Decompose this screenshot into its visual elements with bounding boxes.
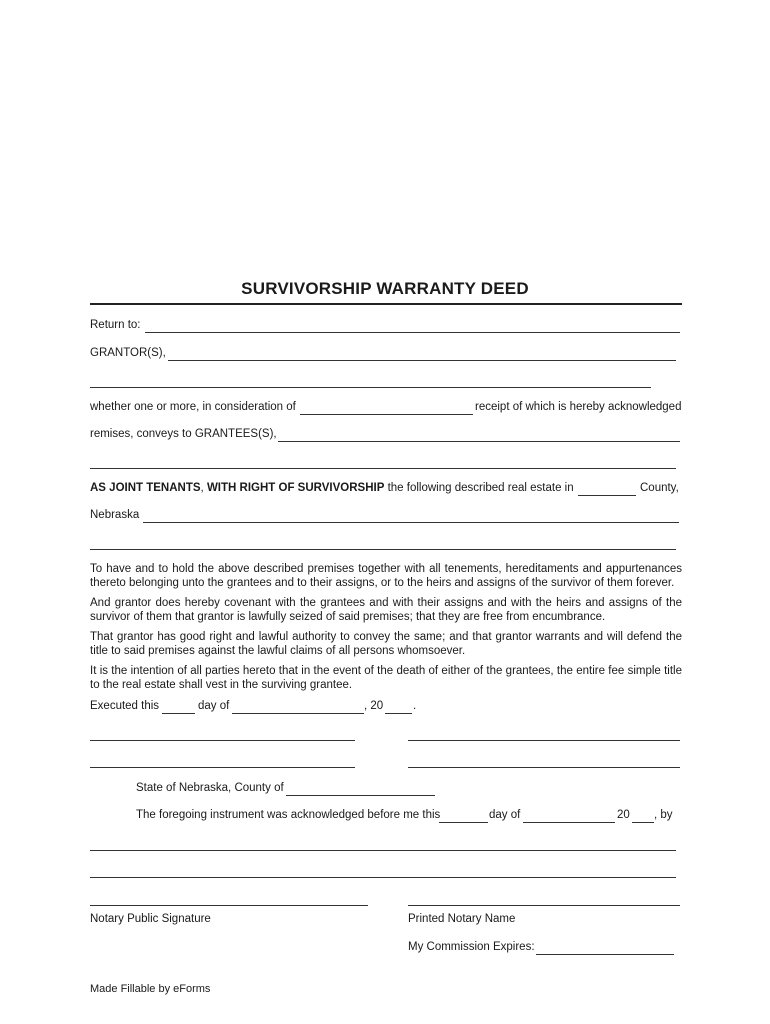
grantees-label: remises, conveys to GRANTEES(S), [90,428,277,440]
grantor-signature-field-3[interactable] [90,753,355,768]
acknowledged-by-field-line-2[interactable] [90,863,676,878]
return-to-label: Return to: [90,319,141,331]
warranty-paragraph: That grantor has good right and lawful authority to convey the same; and that grantor warrants and will defend the title to said premises against the lawful claims of all persons whomsoever. [90,631,682,657]
executed-prefix: Executed this [90,700,160,712]
joint-tenants-sentence [90,481,574,495]
return-to-field[interactable] [145,318,680,333]
acknowledged-by-field[interactable] [90,836,676,851]
legal-description-field[interactable] [143,508,679,523]
joint-tenants-text: the following described real estate in [387,482,574,494]
survivorship-bold: WITH RIGHT OF SURVIVORSHIP [206,482,385,494]
acknowledged-year-field[interactable] [632,808,654,823]
acknowledged-year-label: 20 [617,809,630,821]
acknowledged-day-label: day of [489,809,521,821]
joint-tenants-bold: AS JOINT TENANTS [90,482,201,494]
grantor-signature-field-1[interactable] [90,726,355,741]
survivorship-intent-paragraph: It is the intention of all parties hereto that in the event of the death of either of the grantees, the entire fee simple title to the real estate shall vest in the surviving grantee. [90,665,682,691]
state-county-label: State of Nebraska, County of [136,782,284,794]
grantors-field-line-2[interactable] [90,373,651,388]
covenant-paragraph: And grantor does hereby covenant with the grantees and with their assigns and with the heirs and assigns of the survivor of them that grantor is lawfully seized of said premises; that they are free from encumbrance. [90,597,682,623]
consideration-prefix: whether one or more, in consideration of [90,401,296,413]
document-title: SURVIVORSHIP WARRANTY DEED [241,279,529,298]
executed-year-field[interactable] [385,699,412,714]
commission-expires-field[interactable] [536,940,674,955]
legal-description-field-line-2[interactable] [90,535,676,550]
acknowledged-prefix: The foregoing instrument was acknowledged before me this [136,809,441,821]
printed-notary-label: Printed Notary Name [408,913,516,925]
notary-signature-field[interactable] [90,891,368,906]
executed-period: . [413,700,417,712]
grantor-signature-field-2[interactable] [408,726,680,741]
acknowledged-day-field[interactable] [439,808,488,823]
county-field[interactable] [578,481,636,496]
grantees-field[interactable] [278,427,680,442]
grantees-field-line-2[interactable] [90,454,676,469]
executed-day-field[interactable] [162,699,195,714]
title-divider [90,303,682,305]
executed-year-label: , 20 [364,700,384,712]
habendum-paragraph: To have and to hold the above described premises together with all tenements, hereditaments and appurtenances thereto belonging unto the grantees and to their assigns, or to the heirs and assigns of the survivor of them forever. [90,563,682,589]
executed-day-label: day of [198,700,230,712]
consideration-field[interactable] [300,400,473,415]
grantors-field[interactable] [168,346,676,361]
county-label: County, [640,482,679,494]
consideration-suffix: receipt of which is hereby acknowledged [475,401,682,413]
nebraska-label: Nebraska [90,509,140,521]
commission-label: My Commission Expires: [408,941,535,953]
grantor-signature-field-4[interactable] [408,753,680,768]
notary-signature-label: Notary Public Signature [90,913,211,925]
grantors-label: GRANTOR(S), [90,347,166,359]
notary-county-field[interactable] [286,781,435,796]
acknowledged-month-field[interactable] [523,808,615,823]
joint-tenants-comma: , [200,482,204,494]
executed-month-field[interactable] [232,699,364,714]
acknowledged-by-label: , by [654,809,673,821]
footer-credit: Made Fillable by eForms [90,983,211,995]
printed-notary-name-field[interactable] [408,891,680,906]
